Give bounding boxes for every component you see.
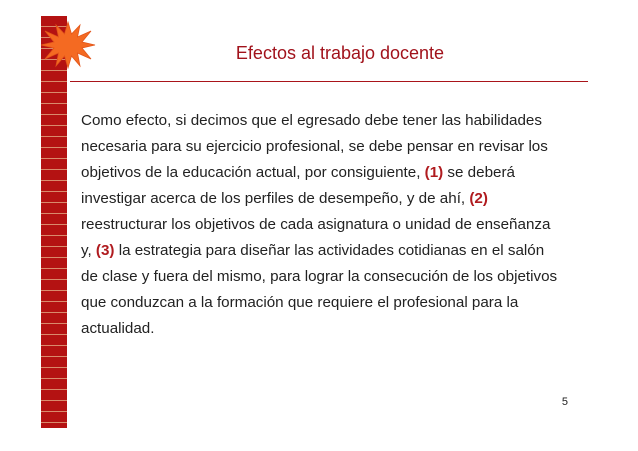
body-text-segment: se deberá investigar acerca de los perfiles de desempeño, y de ahí, — [81, 164, 515, 207]
slide-title: Efectos al trabajo docente — [235, 43, 445, 63]
body-text-segment: Como efecto, si decimos que el egresado debe tener las habilidades necesaria para su ejercicio profesional, se debe pensar en revisar los objetivos de la educación actual, por consiguiente, — [81, 112, 548, 181]
title-divider — [70, 81, 588, 82]
body-paragraph — [81, 108, 561, 342]
step-marker-3: (3) — [95, 242, 115, 259]
step-marker-2: (2) — [469, 190, 488, 207]
step-marker-1: (1) — [424, 164, 444, 181]
body-text-segment: reestructurar los objetivos de cada asignatura o unidad de enseñanza y, — [81, 216, 551, 259]
decorative-side-bar — [41, 16, 67, 428]
body-text-segment: la estrategia para diseñar las actividades cotidianas en el salón de clase y fuera del mismo, para lograr la consecución de los objetivos que conduzcan a la formación que requiere el profesional para la actualidad. — [81, 242, 558, 337]
page-number: 5 — [561, 396, 568, 408]
starburst-icon — [40, 20, 96, 70]
